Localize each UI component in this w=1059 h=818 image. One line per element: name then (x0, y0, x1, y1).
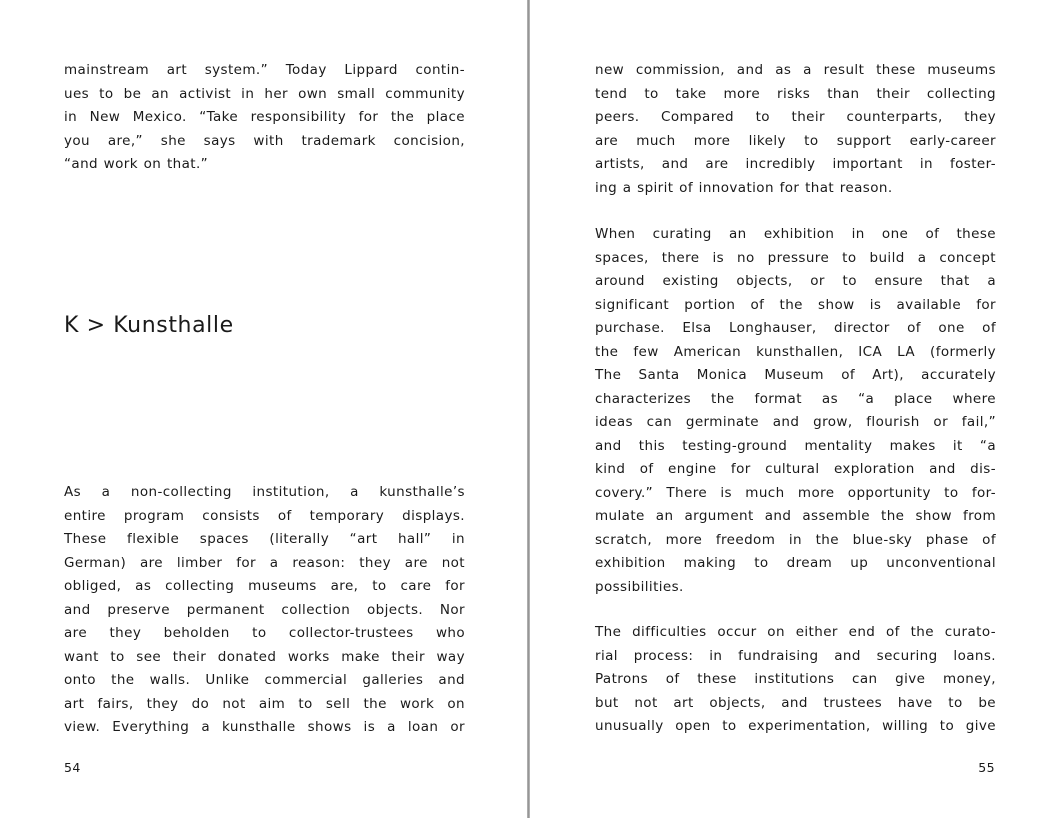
text-line: The Santa Monica Museum of Art), accurately (595, 367, 996, 383)
text-line: When curating an exhibition in one of these (595, 226, 996, 242)
text-line: characterizes the format as “a place where (595, 390, 996, 407)
text-line: kind of engine for cultural exploration and dis- (595, 461, 996, 477)
text-line: are they beholden to collector-trustees who (64, 625, 465, 641)
text-line: possibilities. (595, 578, 684, 595)
text-line: tend to take more risks than their collecting (595, 85, 996, 102)
right-paragraph-1 (595, 59, 996, 200)
text-line: entire program consists of temporary displays. (64, 507, 465, 524)
left-page (0, 0, 527, 818)
text-line: view. Everything a kunsthalle shows is a loan or (64, 719, 465, 735)
text-line: new commission, and as a result these museums (595, 62, 996, 78)
text-line: peers. Compared to their counterparts, they (595, 109, 996, 125)
text-line: unusually open to experimentation, willing to give (595, 718, 996, 734)
text-line: ues to be an activist in her own small community (64, 85, 465, 102)
text-line: The difficulties occur on either end of the curato- (595, 624, 996, 640)
text-line: These flexible spaces (literally “art hall” in (64, 531, 465, 547)
text-line: the few American kunsthallen, ICA LA (formerly (595, 343, 996, 360)
text-line: ing a spirit of innovation for that reason. (595, 179, 893, 196)
right-paragraph-3 (595, 621, 996, 739)
left-paragraph-2 (64, 481, 465, 740)
text-line: spaces, there is no pressure to build a concept (595, 249, 996, 266)
text-line: significant portion of the show is available for (595, 296, 996, 313)
text-line: want to see their donated works make their way (64, 648, 465, 665)
text-line: German) are limber for a reason: they are not (64, 554, 465, 571)
text-line: As a non-collecting institution, a kunsthalle’s (64, 484, 465, 500)
text-line: obliged, as collecting museums are, to care for (64, 578, 465, 594)
text-line: but not art objects, and trustees have to be (595, 694, 996, 711)
text-line: and this testing-ground mentality makes it “a (595, 437, 996, 454)
text-line: artists, and are incredibly important in foster- (595, 156, 996, 172)
page-number-left: 54 (64, 760, 81, 775)
text-line: rial process: in fundraising and securing loans. (595, 647, 996, 664)
text-line: you are,” she says with trademark concision, (64, 132, 465, 149)
right-paragraph-2 (595, 223, 996, 599)
text-line: “and work on that.” (64, 156, 209, 172)
right-page (530, 0, 1059, 818)
text-line: Patrons of these institutions can give money, (595, 671, 996, 687)
text-line: purchase. Elsa Longhauser, director of one of (595, 320, 996, 336)
text-line: ideas can germinate and grow, flourish or fail,” (595, 414, 996, 430)
text-line: scratch, more freedom in the blue-sky phase of (595, 531, 996, 548)
left-paragraph-1 (64, 59, 465, 177)
text-line: mainstream art system.” Today Lippard contin- (64, 62, 465, 78)
text-line: art fairs, they do not aim to sell the work on (64, 695, 465, 712)
text-line: around existing objects, or to ensure that a (595, 273, 996, 289)
section-heading: K > Kunsthalle (64, 313, 234, 338)
text-line: in New Mexico. “Take responsibility for the place (64, 109, 465, 125)
text-line: exhibition making to dream up unconventional (595, 555, 996, 571)
text-line: and preserve permanent collection objects. Nor (64, 601, 465, 618)
page-number-right: 55 (978, 760, 995, 775)
text-line: covery.” There is much more opportunity to for- (595, 484, 996, 501)
text-line: onto the walls. Unlike commercial galleries and (64, 672, 465, 688)
text-line: mulate an argument and assemble the show from (595, 508, 996, 524)
text-line: are much more likely to support early-career (595, 132, 996, 149)
